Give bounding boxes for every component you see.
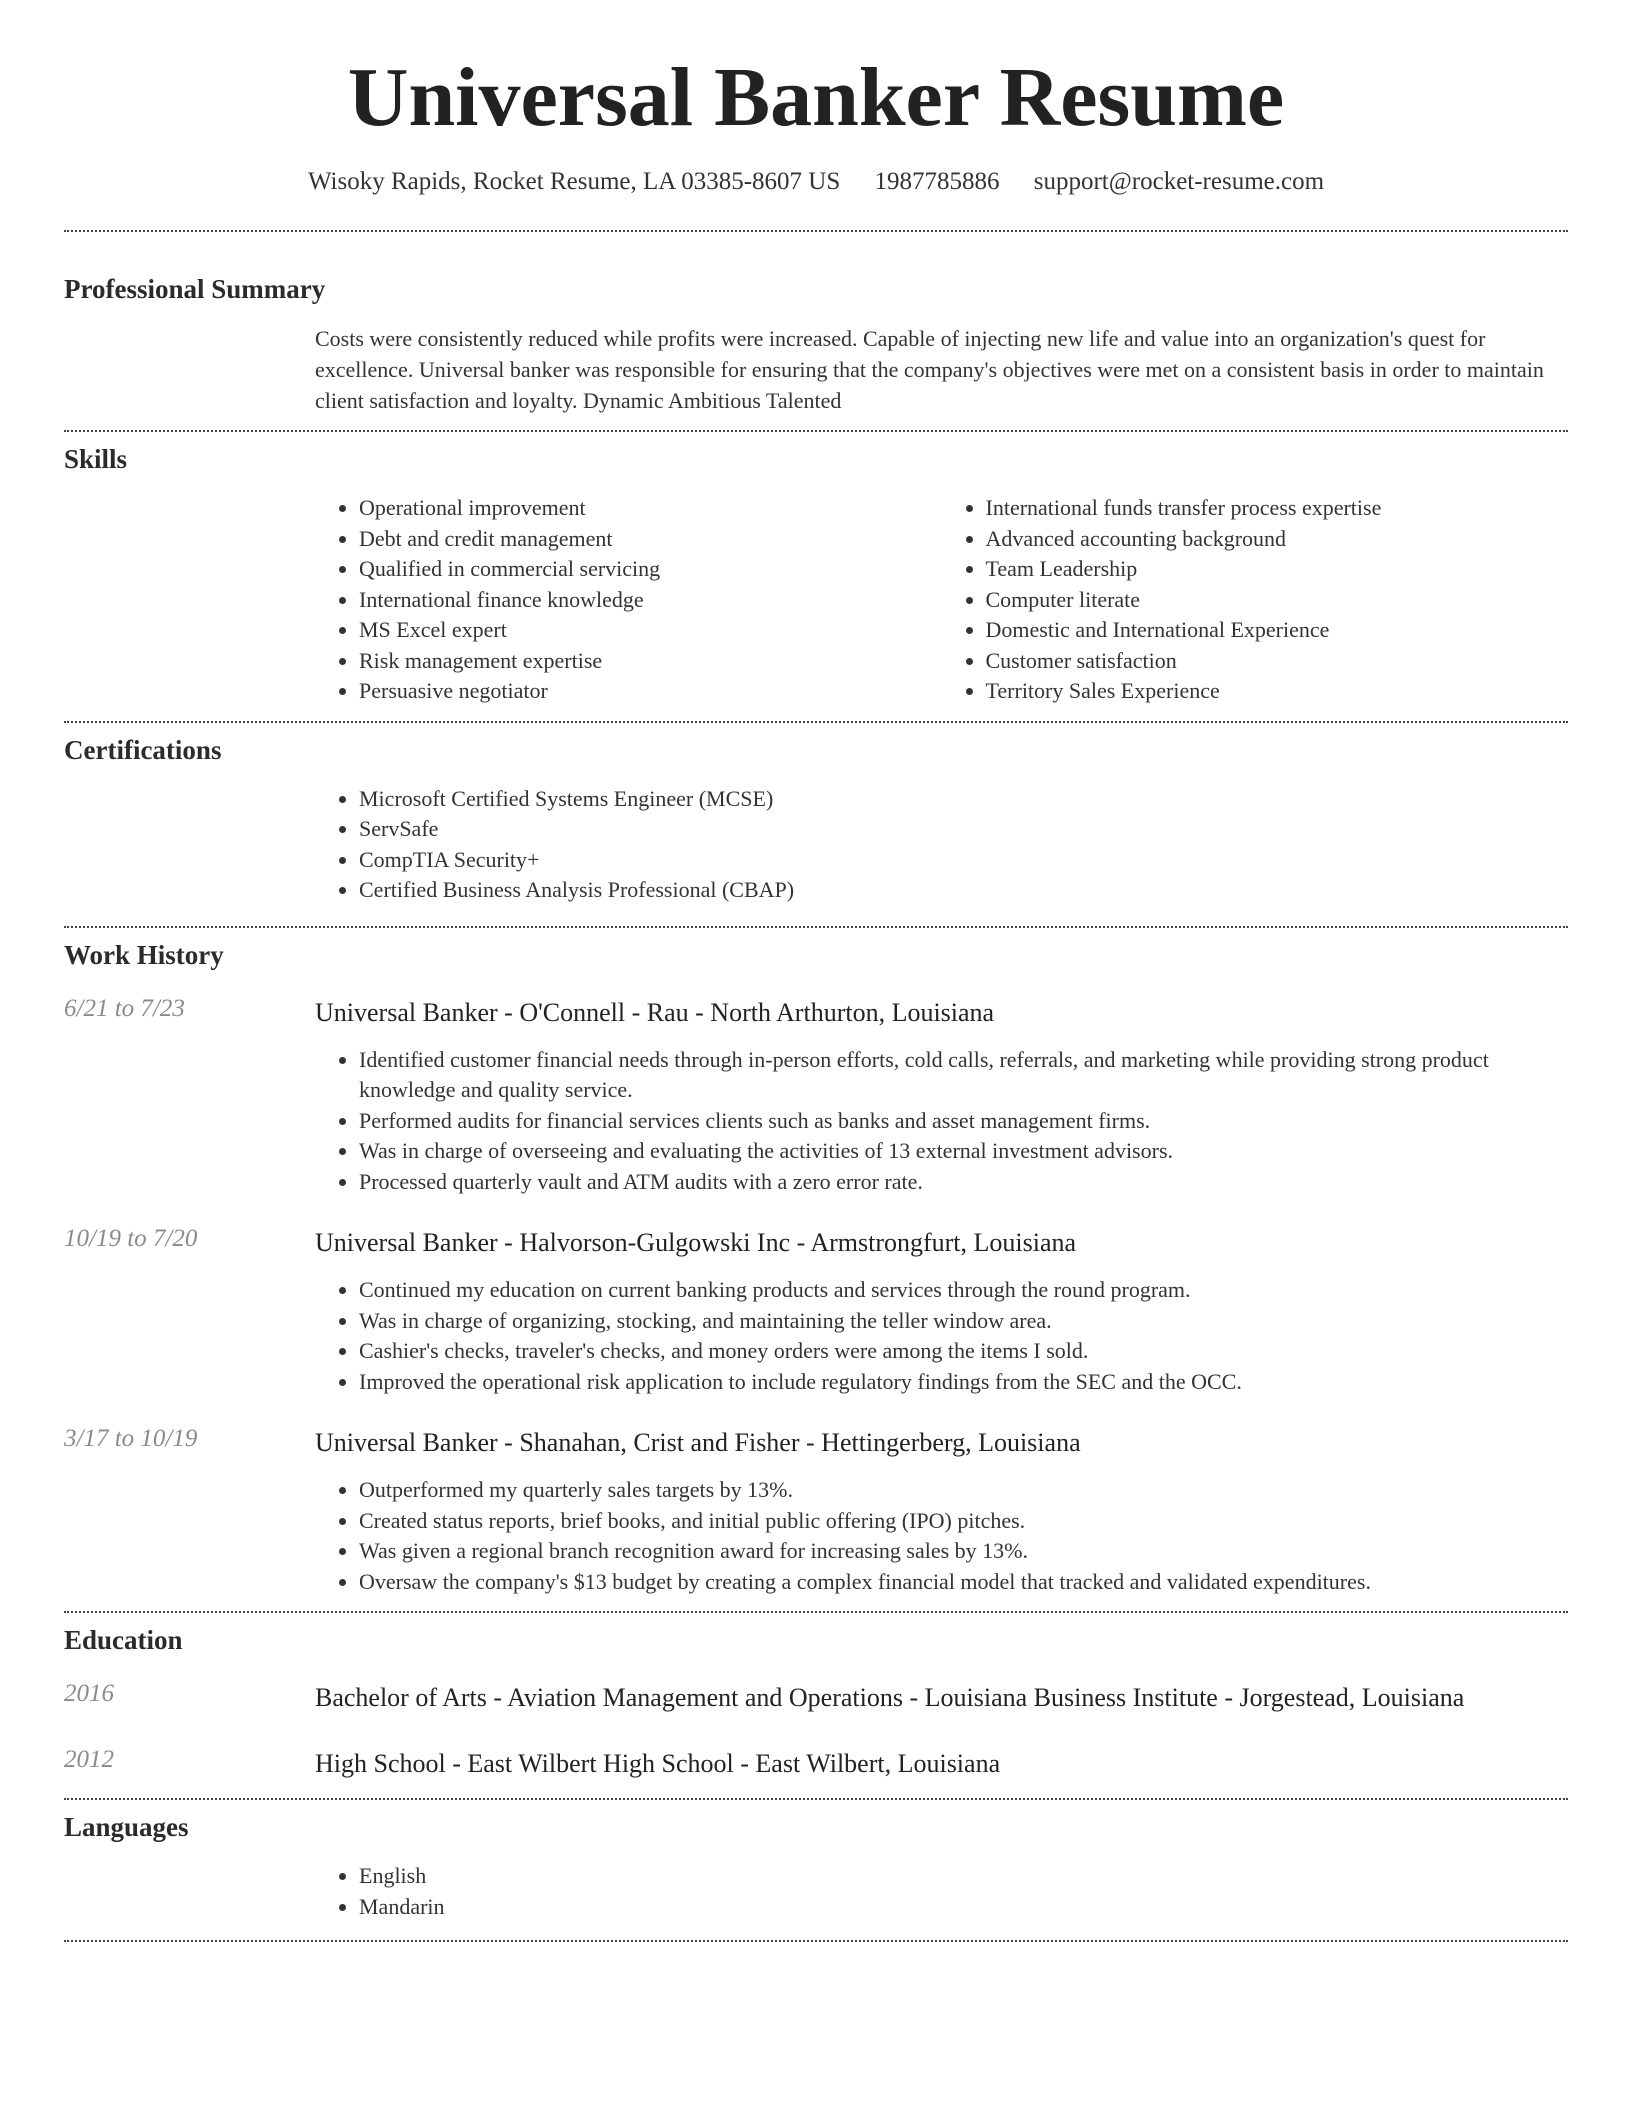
- section-title-skills: Skills: [64, 444, 128, 474]
- list-item: • Debt and credit management: [359, 524, 942, 555]
- education-title: High School - East Wilbert High School - East Wilbert, Louisiana: [315, 1749, 1001, 1778]
- list-item: • MS Excel expert: [359, 615, 942, 646]
- list-item: • Mandarin: [359, 1892, 1568, 1923]
- list-item: • Was in charge of overseeing and evaluating the activities of 13 external investment advisors.: [359, 1136, 1568, 1167]
- job-title: Universal Banker - O'Connell - Rau - North Arthurton, Louisiana: [315, 997, 995, 1027]
- languages-list: [315, 1861, 1568, 1922]
- education-year: 2012: [64, 1746, 114, 1773]
- list-item: • English: [359, 1861, 1568, 1892]
- list-item: • Certified Business Analysis Professional (CBAP): [359, 875, 1568, 906]
- job-bullets: [315, 1045, 1568, 1198]
- section-skills: [64, 444, 1568, 707]
- divider: [64, 1611, 1568, 1613]
- list-item: • Qualified in commercial servicing: [359, 554, 942, 585]
- list-item: • Was given a regional branch recognition award for increasing sales by 13%.: [359, 1536, 1568, 1567]
- section-work-history: [64, 940, 1568, 1598]
- skills-list-left: [315, 493, 942, 707]
- list-item: • Processed quarterly vault and ATM audits with a zero error rate.: [359, 1167, 1568, 1198]
- list-item: • Performed audits for financial services clients such as banks and asset management firms.: [359, 1106, 1568, 1137]
- list-item: • Domestic and International Experience: [986, 615, 1569, 646]
- job-dates: 6/21 to 7/23: [64, 994, 185, 1022]
- list-item: • Improved the operational risk application to include regulatory findings from the SEC and the OCC.: [359, 1367, 1568, 1398]
- section-education: [64, 1625, 1568, 1782]
- list-item: • Computer literate: [986, 585, 1569, 616]
- list-item: • ServSafe: [359, 814, 1568, 845]
- resume-title: Universal Banker Resume: [347, 51, 1285, 144]
- list-item: • Was in charge of organizing, stocking, and maintaining the teller window area.: [359, 1306, 1568, 1337]
- list-item: • Cashier's checks, traveler's checks, and money orders were among the items I sold.: [359, 1336, 1568, 1367]
- list-item: • International funds transfer process expertise: [986, 493, 1569, 524]
- contact-address: Wisoky Rapids, Rocket Resume, LA 03385-8607 US: [307, 168, 841, 195]
- section-summary: [64, 274, 1568, 416]
- divider: [64, 926, 1568, 928]
- job-dates: 10/19 to 7/20: [64, 1225, 198, 1252]
- divider: [64, 721, 1568, 723]
- job-entry: [64, 1425, 1568, 1597]
- list-item: • Advanced accounting background: [986, 524, 1569, 555]
- section-title-education: Education: [64, 1625, 183, 1655]
- list-item: • Created status reports, brief books, and initial public offering (IPO) pitches.: [359, 1506, 1568, 1537]
- list-item: • Identified customer financial needs through in-person efforts, cold calls, referrals, and marketing while providing strong product knowledge and quality service.: [359, 1045, 1568, 1106]
- list-item: • Risk management expertise: [359, 646, 942, 677]
- list-item: • Continued my education on current banking products and services through the round program.: [359, 1275, 1568, 1306]
- contact-line: [64, 168, 1568, 196]
- list-item: • Persuasive negotiator: [359, 676, 942, 707]
- education-year: 2016: [64, 1680, 114, 1707]
- job-entry: [64, 1225, 1568, 1397]
- section-title-languages: Languages: [64, 1812, 189, 1842]
- list-item: • Territory Sales Experience: [986, 676, 1569, 707]
- certifications-body: [315, 784, 1568, 906]
- list-item: • Microsoft Certified Systems Engineer (MCSE): [359, 784, 1568, 815]
- list-item: • CompTIA Security+: [359, 845, 1568, 876]
- section-title-work: Work History: [64, 939, 224, 970]
- list-item: • Operational improvement: [359, 493, 942, 524]
- divider: [64, 1940, 1568, 1942]
- list-item: • International finance knowledge: [359, 585, 942, 616]
- job-bullets: [315, 1475, 1568, 1597]
- education-entry: [64, 1746, 1568, 1782]
- divider: [64, 1798, 1568, 1800]
- list-item: • Customer satisfaction: [986, 646, 1569, 677]
- divider: [64, 230, 1568, 232]
- list-item: • Oversaw the company's $13 budget by creating a complex financial model that tracked and validated expenditures.: [359, 1567, 1568, 1598]
- skills-list-right: [942, 493, 1569, 707]
- section-certifications: [64, 735, 1568, 906]
- section-languages: [64, 1812, 1568, 1922]
- skills-grid: [315, 493, 1568, 707]
- job-title: Universal Banker - Halvorson-Gulgowski Inc - Armstrongfurt, Louisiana: [315, 1228, 1077, 1257]
- divider: [64, 430, 1568, 432]
- job-entry: [64, 995, 1568, 1198]
- job-title: Universal Banker - Shanahan, Crist and Fisher - Hettingerberg, Louisiana: [315, 1428, 1081, 1457]
- job-dates: 3/17 to 10/19: [64, 1425, 198, 1452]
- contact-phone: 1987785886: [874, 168, 1000, 195]
- job-bullets: [315, 1275, 1568, 1397]
- section-title-certifications: Certifications: [64, 734, 222, 765]
- education-entry: [64, 1680, 1568, 1716]
- summary-text: Costs were consistently reduced while profits were increased. Capable of injecting new life and value into an organization's quest for excellence. Universal banker was responsible for ensuring that the company's objectives were met on a consistent basis in order to maintain client satisfaction and loyalty. Dynamic Ambitious Talented: [315, 326, 1544, 413]
- list-item: • Outperformed my quarterly sales targets by 13%.: [359, 1475, 1568, 1506]
- section-title-summary: Professional Summary: [64, 274, 326, 304]
- list-item: • Team Leadership: [986, 554, 1569, 585]
- education-title: Bachelor of Arts - Aviation Management and Operations - Louisiana Business Institute - Jorgestead, Louisiana: [315, 1683, 1465, 1712]
- certifications-list: [315, 784, 1568, 906]
- contact-email[interactable]: support@rocket-resume.com: [1033, 168, 1325, 195]
